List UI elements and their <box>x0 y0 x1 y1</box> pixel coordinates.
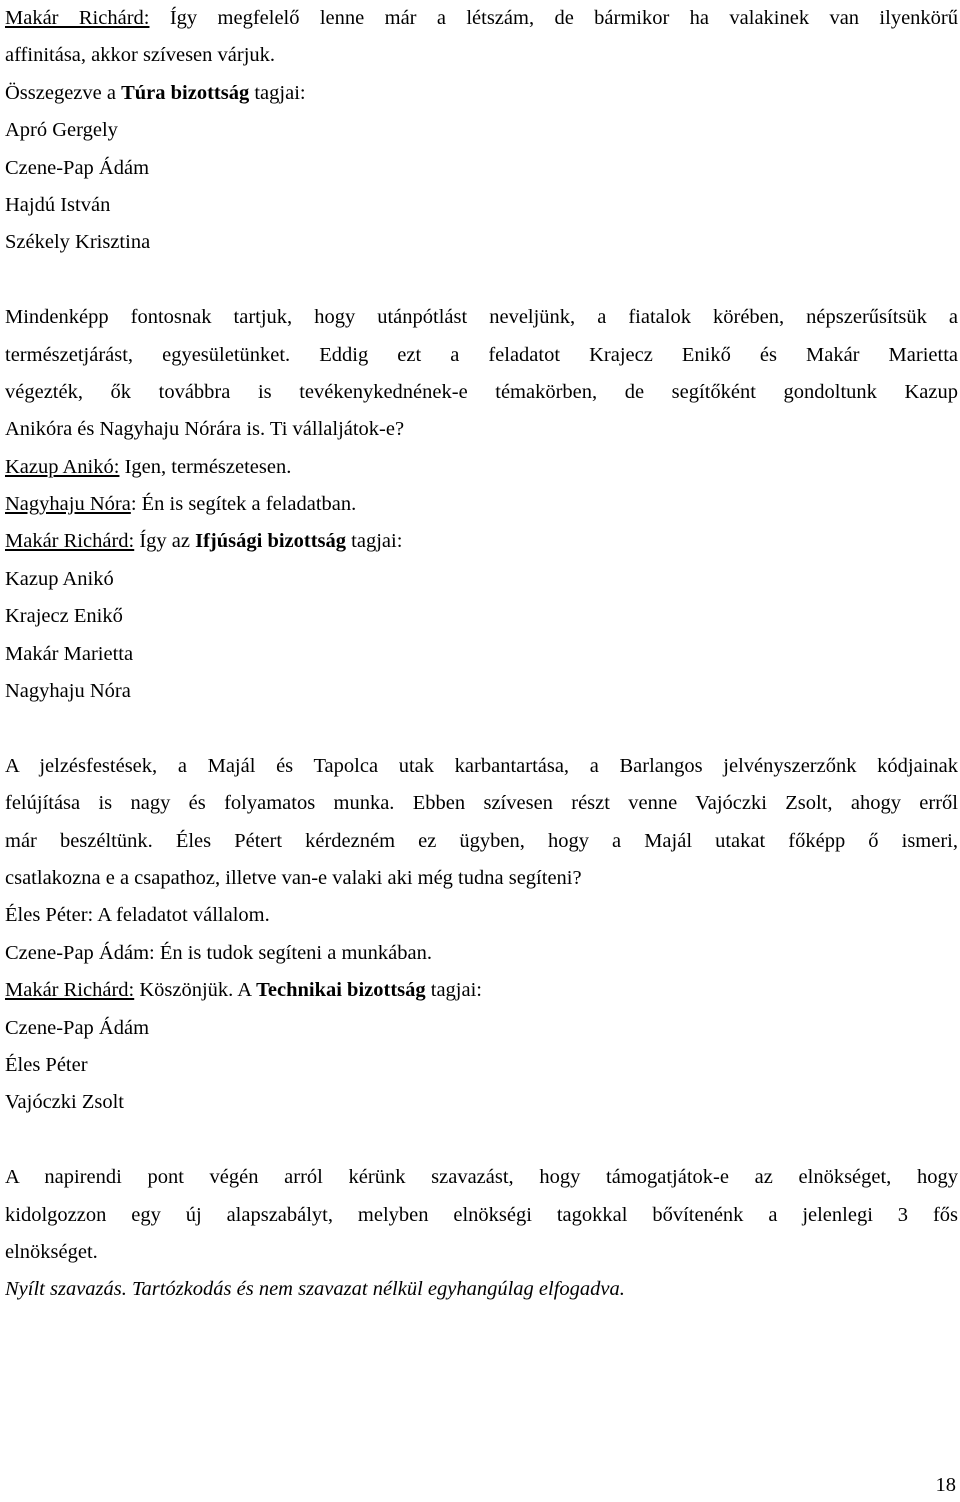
member-name: Kazup Anikó <box>5 567 114 590</box>
speaker-name: Nagyhaju Nóra <box>5 493 131 516</box>
text-line <box>5 523 958 560</box>
member-name: Czene-Pap Ádám <box>5 1016 150 1039</box>
text-span: Köszönjük. A <box>134 979 257 1002</box>
member-name: Makár Marietta <box>5 642 134 665</box>
member-name: Nagyhaju Nóra <box>5 680 131 703</box>
text-span: tagjai: <box>346 530 403 553</box>
paragraph-line: kidolgozzon egy új alapszabályt, melyben elnökségi tagokkal bővítenénk a jelenlegi 3 fős <box>5 1203 958 1226</box>
document-page <box>5 0 958 1309</box>
text-span: tagjai: <box>425 979 482 1002</box>
committee-name: Túra bizottság <box>121 81 250 104</box>
speaker-name: Makár Richárd: <box>5 530 135 553</box>
text-span: Így az <box>134 530 196 553</box>
speaker-name: Makár Richárd: <box>5 7 150 29</box>
blank-line <box>5 262 958 299</box>
paragraph-line: már beszéltünk. Éles Pétert kérdezném ez ügyben, hogy a Majál utakat főképp ő ismeri, <box>5 829 958 852</box>
text-line: Éles Péter: A feladatot vállalom. <box>5 904 270 927</box>
speaker-name: Makár Richárd: <box>5 979 135 1002</box>
vote-result: Nyílt szavazás. Tartózkodás és nem szavazat nélkül egyhangúlag elfogadva. <box>5 1278 625 1301</box>
paragraph-line: A jelzésfestések, a Majál és Tapolca utak karbantartása, a Barlangos jelvényszerzőnk kódjainak <box>5 754 958 777</box>
committee-name: Technikai bizottság <box>256 979 426 1002</box>
member-name: Czene-Pap Ádám <box>5 156 150 179</box>
paragraph-line: csatlakozna e a csapathoz, illetve van-e valaki aki még tudna segíteni? <box>5 866 582 889</box>
paragraph-line: természetjárást, egyesületünket. Eddig ezt a feladatot Krajecz Enikő és Makár Marietta <box>5 343 958 366</box>
member-name: Hajdú István <box>5 193 111 216</box>
text-line <box>5 486 958 523</box>
text-line: affinitása, akkor szívesen várjuk. <box>5 44 276 67</box>
speech-text: Így megfelelő lenne már a létszám, de bármikor ha valakinek van ilyenkörű <box>149 7 958 29</box>
paragraph-line: Anikóra és Nagyhaju Nórára is. Ti vállaljátok-e? <box>5 418 405 441</box>
member-name: Vajóczki Zsolt <box>5 1091 124 1114</box>
speech-text: : Én is segítek a feladatban. <box>130 493 357 516</box>
paragraph-line: A napirendi pont végén arról kérünk szavazást, hogy támogatjátok-e az elnökséget, hogy <box>5 1166 958 1189</box>
member-name: Apró Gergely <box>5 119 118 142</box>
speech-text: Igen, természetesen. <box>119 455 292 478</box>
member-name: Éles Péter <box>5 1053 88 1076</box>
paragraph-line: elnökséget. <box>5 1240 98 1263</box>
page-number: 18 <box>935 1474 956 1496</box>
committee-name: Ifjúsági bizottság <box>195 530 347 553</box>
text-line <box>5 0 958 37</box>
blank-line <box>5 1122 958 1159</box>
text-line <box>5 972 958 1009</box>
blank-line <box>5 710 958 747</box>
member-name: Krajecz Enikő <box>5 605 123 628</box>
text-line <box>5 75 958 112</box>
speaker-name: Kazup Anikó: <box>5 455 120 478</box>
paragraph-line: Mindenképp fontosnak tartjuk, hogy utánpótlást neveljünk, a fiatalok körében, népszerűsítsük a <box>5 306 958 329</box>
paragraph-line: végezték, ők továbbra is tevékenykednének-e témakörben, de segítőként gondoltunk Kazup <box>5 380 958 403</box>
text-line <box>5 449 958 486</box>
text-span: tagjai: <box>249 81 306 104</box>
member-name: Székely Krisztina <box>5 231 151 254</box>
paragraph-line: felújítása is nagy és folyamatos munka. Ebben szívesen részt venne Vajóczki Zsolt, ahogy erről <box>5 792 958 815</box>
text-line: Czene-Pap Ádám: Én is tudok segíteni a munkában. <box>5 941 432 964</box>
text-span: Összegezve a <box>5 81 122 104</box>
